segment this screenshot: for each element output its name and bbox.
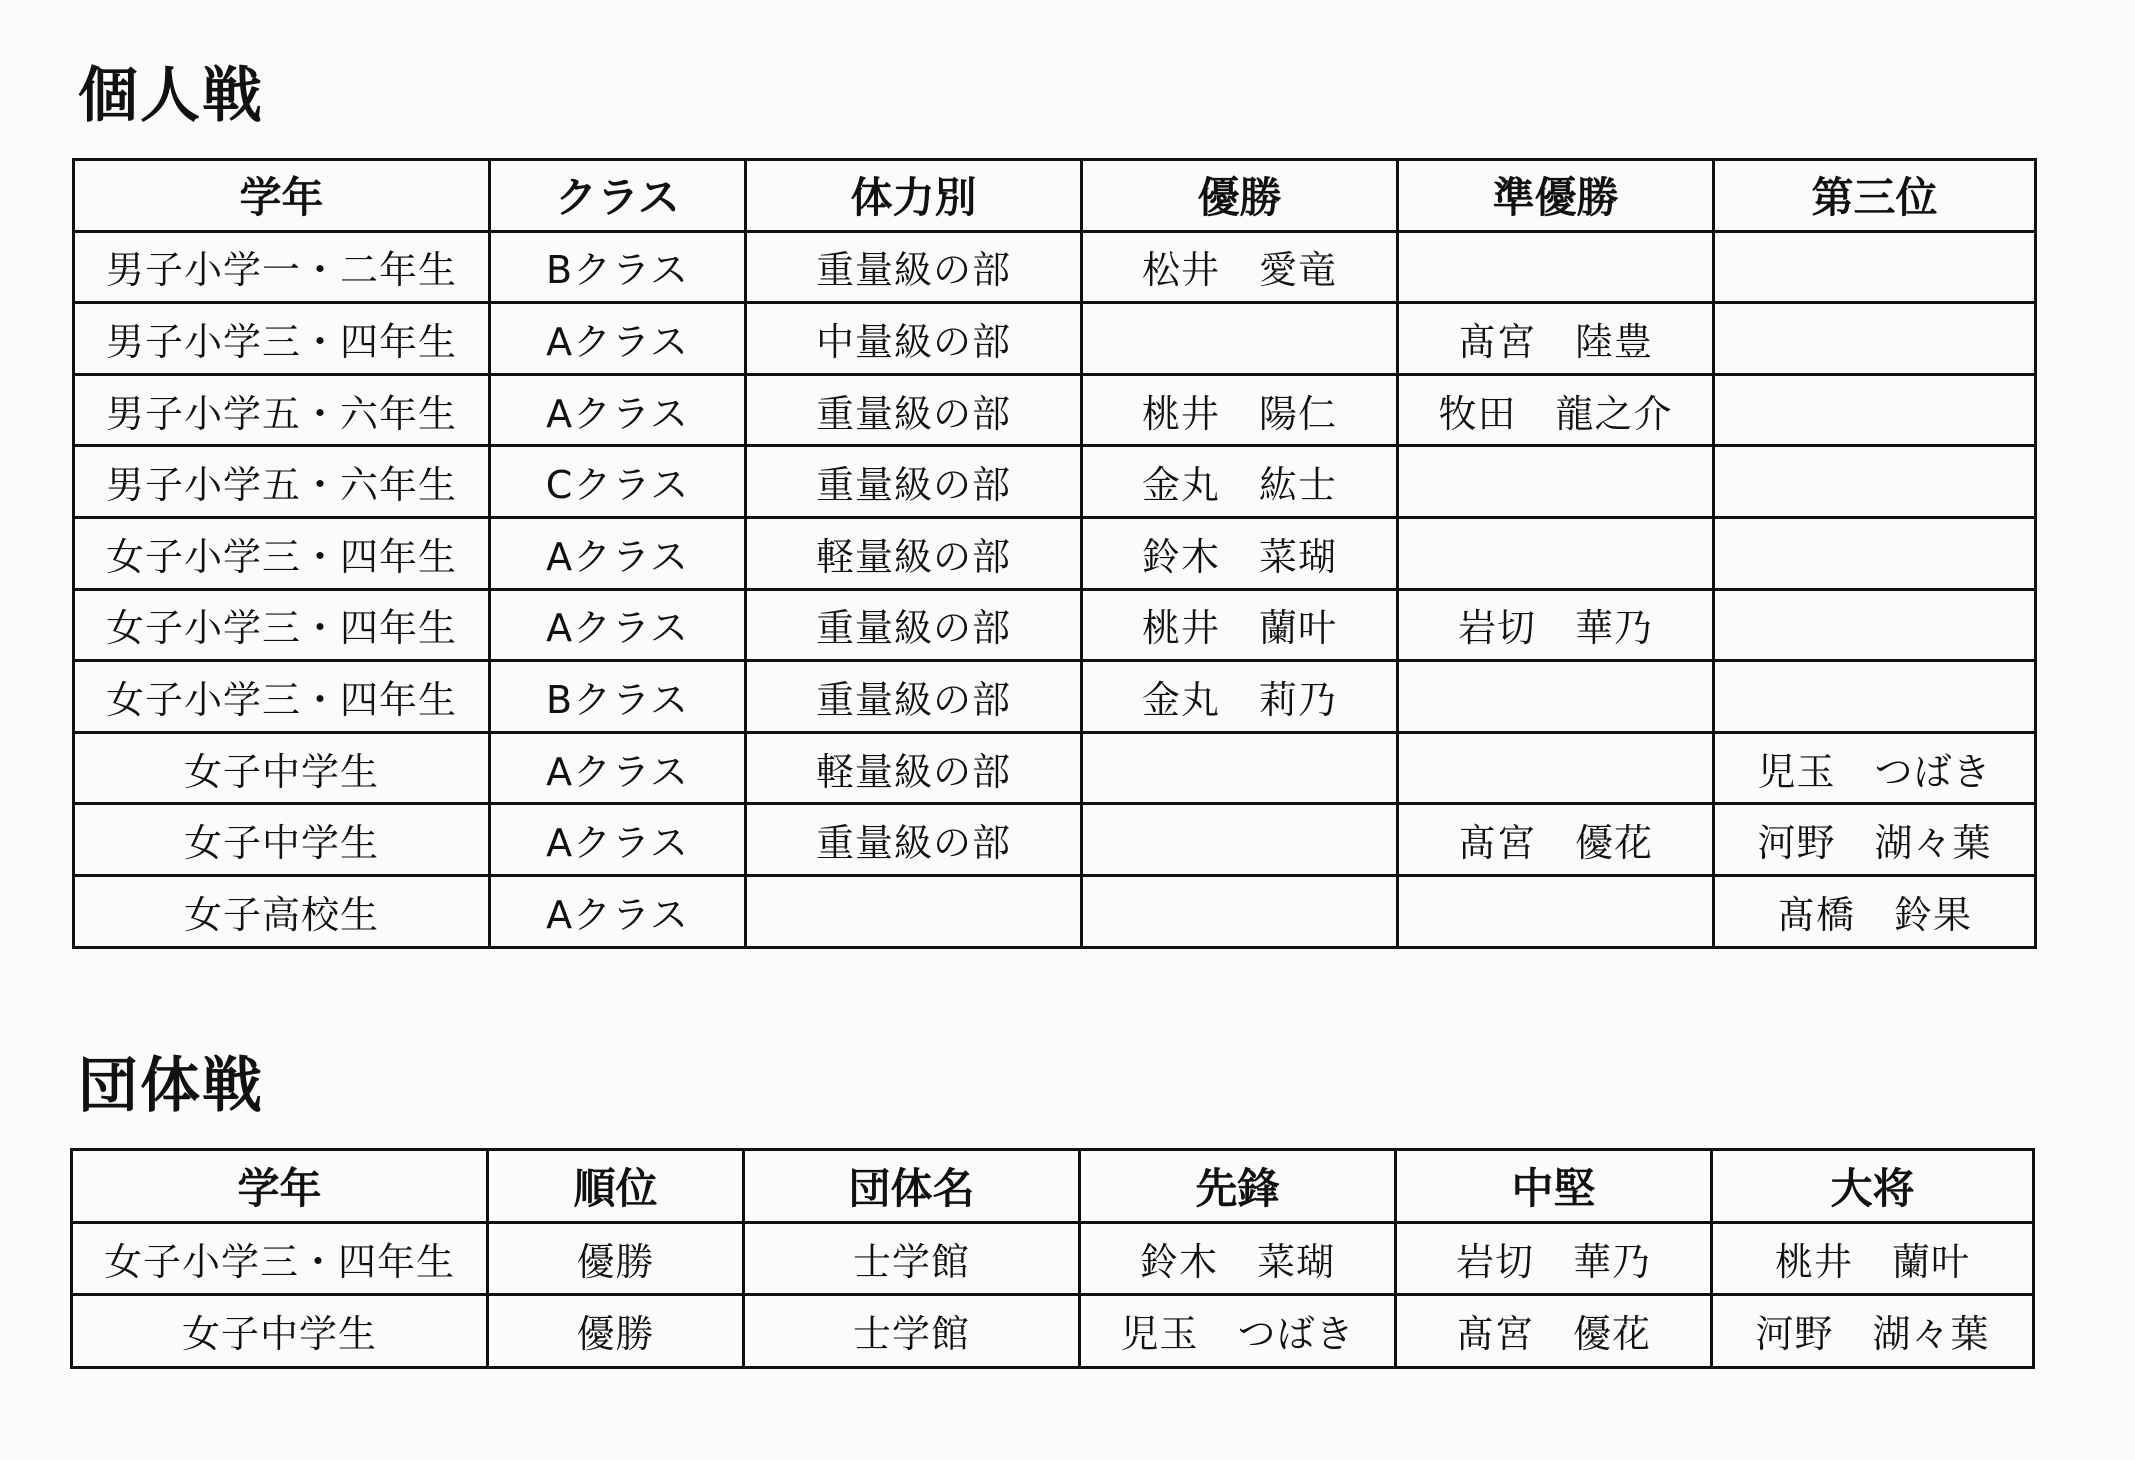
cell-grade: 女子中学生 (74, 804, 490, 876)
team-section-title: 団体戦 (78, 1051, 264, 1121)
header-weight-division: 体力別 (746, 160, 1082, 232)
cell-first-place: 松井 愛竜 (1082, 231, 1398, 303)
cell-class: Aクラス (490, 732, 746, 804)
cell-first-place: 桃井 陽仁 (1082, 374, 1398, 446)
cell-vanguard: 鈴木 菜瑚 (1080, 1222, 1396, 1295)
table-row (74, 303, 2036, 375)
cell-weight-division: 重量級の部 (746, 804, 1082, 876)
team-results-table (70, 1148, 2035, 1369)
header-first-place: 優勝 (1082, 160, 1398, 232)
cell-first-place: 金丸 莉乃 (1082, 661, 1398, 733)
cell-first-place: 金丸 紘士 (1082, 446, 1398, 518)
cell-third-place (1714, 589, 2036, 661)
cell-second-place (1398, 517, 1714, 589)
cell-weight-division: 重量級の部 (746, 231, 1082, 303)
table-row (74, 589, 2036, 661)
cell-class: Bクラス (490, 661, 746, 733)
cell-third-place: 児玉 つばき (1714, 732, 2036, 804)
cell-third-place (1714, 303, 2036, 375)
cell-second-place: 岩切 華乃 (1398, 589, 1714, 661)
table-row (74, 231, 2036, 303)
cell-class: Aクラス (490, 374, 746, 446)
header-class: クラス (490, 160, 746, 232)
cell-grade: 男子小学一・二年生 (74, 231, 490, 303)
table-row (74, 446, 2036, 518)
table-row (74, 804, 2036, 876)
cell-first-place (1082, 732, 1398, 804)
cell-third-place: 河野 湖々葉 (1714, 804, 2036, 876)
table-row (74, 661, 2036, 733)
cell-third-place (1714, 446, 2036, 518)
cell-team-name: 士学館 (744, 1295, 1080, 1368)
cell-second-place: 髙宮 陸豊 (1398, 303, 1714, 375)
table-row (74, 732, 2036, 804)
cell-class: Aクラス (490, 875, 746, 947)
cell-second-place (1398, 446, 1714, 518)
cell-class: Aクラス (490, 804, 746, 876)
header-captain: 大将 (1712, 1150, 2034, 1223)
cell-grade: 女子小学三・四年生 (72, 1222, 488, 1295)
cell-middle: 岩切 華乃 (1396, 1222, 1712, 1295)
cell-second-place (1398, 661, 1714, 733)
cell-weight-division: 重量級の部 (746, 589, 1082, 661)
cell-weight-division: 重量級の部 (746, 661, 1082, 733)
cell-rank: 優勝 (488, 1295, 744, 1368)
cell-class: Bクラス (490, 231, 746, 303)
cell-third-place (1714, 231, 2036, 303)
cell-third-place (1714, 661, 2036, 733)
cell-class: Aクラス (490, 517, 746, 589)
cell-grade: 女子高校生 (74, 875, 490, 947)
cell-grade: 女子中学生 (72, 1295, 488, 1368)
individual-results-table (72, 158, 2037, 949)
individual-section-title: 個人戦 (78, 61, 264, 131)
cell-second-place (1398, 231, 1714, 303)
header-grade: 学年 (72, 1150, 488, 1223)
header-third-place: 第三位 (1714, 160, 2036, 232)
table-header-row (72, 1150, 2034, 1223)
cell-weight-division: 軽量級の部 (746, 517, 1082, 589)
cell-team-name: 士学館 (744, 1222, 1080, 1295)
cell-vanguard: 児玉 つばき (1080, 1295, 1396, 1368)
header-grade: 学年 (74, 160, 490, 232)
cell-class: Aクラス (490, 589, 746, 661)
cell-weight-division: 軽量級の部 (746, 732, 1082, 804)
cell-grade: 男子小学五・六年生 (74, 446, 490, 518)
cell-second-place: 牧田 龍之介 (1398, 374, 1714, 446)
header-rank: 順位 (488, 1150, 744, 1223)
cell-first-place: 桃井 蘭叶 (1082, 589, 1398, 661)
cell-rank: 優勝 (488, 1222, 744, 1295)
cell-weight-division: 中量級の部 (746, 303, 1082, 375)
cell-first-place (1082, 804, 1398, 876)
cell-third-place: 髙橋 鈴果 (1714, 875, 2036, 947)
cell-grade: 女子小学三・四年生 (74, 661, 490, 733)
cell-grade: 男子小学五・六年生 (74, 374, 490, 446)
table-row (74, 517, 2036, 589)
table-row (74, 875, 2036, 947)
cell-weight-division (746, 875, 1082, 947)
cell-grade: 男子小学三・四年生 (74, 303, 490, 375)
header-second-place: 準優勝 (1398, 160, 1714, 232)
cell-middle: 髙宮 優花 (1396, 1295, 1712, 1368)
cell-class: Cクラス (490, 446, 746, 518)
table-header-row (74, 160, 2036, 232)
table-row (72, 1295, 2034, 1368)
cell-first-place (1082, 303, 1398, 375)
cell-second-place: 髙宮 優花 (1398, 804, 1714, 876)
cell-third-place (1714, 517, 2036, 589)
cell-third-place (1714, 374, 2036, 446)
cell-grade: 女子小学三・四年生 (74, 517, 490, 589)
cell-class: Aクラス (490, 303, 746, 375)
cell-weight-division: 重量級の部 (746, 374, 1082, 446)
header-middle: 中堅 (1396, 1150, 1712, 1223)
cell-weight-division: 重量級の部 (746, 446, 1082, 518)
cell-first-place (1082, 875, 1398, 947)
cell-grade: 女子中学生 (74, 732, 490, 804)
table-row (72, 1222, 2034, 1295)
header-team-name: 団体名 (744, 1150, 1080, 1223)
cell-second-place (1398, 875, 1714, 947)
cell-second-place (1398, 732, 1714, 804)
cell-grade: 女子小学三・四年生 (74, 589, 490, 661)
cell-captain: 河野 湖々葉 (1712, 1295, 2034, 1368)
table-row (74, 374, 2036, 446)
cell-captain: 桃井 蘭叶 (1712, 1222, 2034, 1295)
header-vanguard: 先鋒 (1080, 1150, 1396, 1223)
cell-first-place: 鈴木 菜瑚 (1082, 517, 1398, 589)
